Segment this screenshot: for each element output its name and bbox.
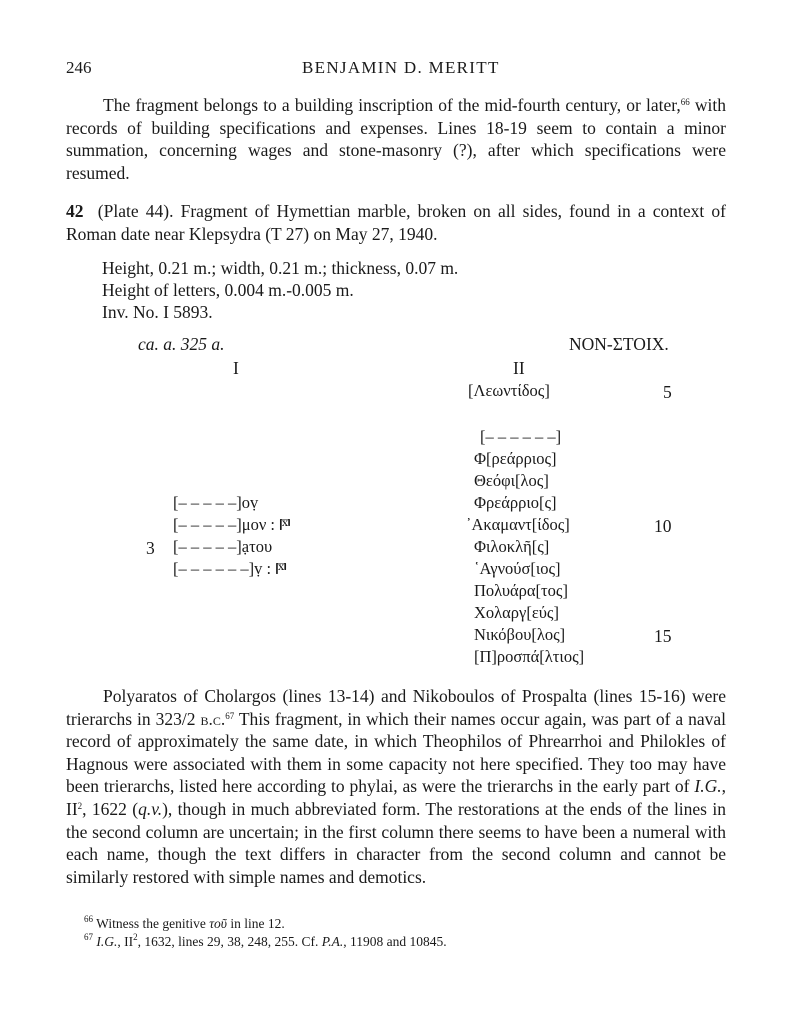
col2-line: Νικόβου[λος]: [474, 625, 566, 644]
col2-line: ᾿Ακαμαντ[ίδος]: [466, 515, 570, 534]
col2-line: Φιλοκλῆ[ς]: [474, 537, 550, 556]
footnote-66-pre: Witness the genitive: [96, 916, 210, 931]
footnote-67-a: , 1632, lines 29, 38, 248, 255. Cf.: [137, 934, 322, 949]
line-number: 10: [654, 516, 672, 536]
footnote-67-pa: P.A.: [321, 934, 344, 949]
col2-line: Φρεάρριο[ς]: [474, 493, 557, 512]
inscription-style: NON-ΣTOIX.: [569, 334, 669, 354]
col1-line: [– – – – –]μον : 𐅆: [173, 515, 291, 534]
footnote-67-b: , 11908 and 10845.: [343, 934, 447, 949]
top-paragraph-text-2: with records of building specifications and expenses. Lines 18-19 seem to contain a minor summation, concerning wages and stone-masonry (?), after which specifications were resumed.: [66, 95, 726, 183]
qv-abbrev: q.v.: [138, 798, 163, 819]
line-number: 15: [654, 626, 672, 646]
col2-line: [– – – – – –]: [480, 427, 562, 446]
footnote-ref-66: 66: [680, 97, 690, 107]
entry-description: [66, 200, 726, 245]
body-text-1: Polyaratos of Cholargos (lines 13-14) and Nikoboulos of Prospalta (lines 15-16) were trierarchs in 323/2: [66, 686, 726, 729]
bc-abbrev: b.c.: [200, 708, 226, 729]
footnote-ref-67: 67: [225, 710, 235, 721]
entry-desc: (Plate 44). Fragment of Hymettian marble, broken on all sides, found in a context of Roman date near Klepsydra (T 27) on May 27, 1940.: [66, 201, 726, 244]
col2-line: Χολαργ[εύς]: [474, 603, 559, 622]
footnote-67-number: 67: [84, 932, 93, 942]
entry-number: 42: [66, 201, 84, 221]
col1-line-number: 3: [146, 538, 155, 558]
dims-line-3: Inv. No. I 5893.: [102, 302, 213, 322]
col1-line: [– – – – – –]ṿ : 𐅆: [173, 559, 287, 578]
page-number: 246: [66, 58, 92, 77]
footnote-66-post: in line 12.: [226, 916, 285, 931]
top-paragraph: [66, 94, 726, 184]
body-text-2: This fragment, in which their names occur again, was part of a naval record of approximately the same date, in which Theophilos of Phrearrhoi and Philokles of Hagnous were associated with them in some capacity not here specified. They too may have been trierarchs, listed here according to phylai, as were the trierarchs in the early part of: [66, 708, 726, 797]
footnote-66-greek: τοῦ: [209, 916, 227, 931]
body-paragraph: [66, 685, 726, 888]
col2-line: Πολυάρα[τος]: [474, 581, 568, 600]
ig-volume: , II: [66, 776, 726, 819]
col1-line: [– – – – –]οṿ: [173, 493, 259, 512]
footnote-66: [84, 916, 285, 932]
top-paragraph-text-1: The fragment belongs to a building inscription of the mid-fourth century, or later,: [103, 95, 681, 115]
col2-line: [Λεωντίδος]: [468, 381, 550, 400]
inscription-date: ca. a. 325 a.: [138, 334, 225, 354]
col2-line: Θεόφι[λος]: [474, 471, 549, 490]
col1-line: [– – – – –]ạτου: [173, 537, 273, 556]
col2-line: ῾Αγνούσ[ιος]: [474, 559, 561, 578]
footnote-67-vol: , II: [117, 934, 134, 949]
col2-line: Φ[ρεάρριος]: [474, 449, 557, 468]
footnote-67: [84, 934, 447, 950]
body-text-3: , 1622 (: [82, 798, 139, 819]
col2-line: [Π]ροσπά[λτιος]: [474, 647, 585, 666]
column-ii-header: II: [513, 358, 525, 378]
dims-line-1: Height, 0.21 m.; width, 0.21 m.; thickness, 0.07 m.: [102, 258, 459, 278]
footnote-66-number: 66: [84, 914, 93, 924]
footnote-67-sup: 2: [133, 932, 138, 942]
dims-line-2: Height of letters, 0.004 m.-0.005 m.: [102, 280, 354, 300]
line-number: 5: [663, 382, 672, 402]
running-title: BENJAMIN D. MERITT: [302, 58, 500, 77]
body-text-4: ), though in much abbreviated form. The restorations at the ends of the lines in the second column are uncertain; in the first column there seems to have been a numeral with each name, though the text differs in character from the second column and cannot be similarly restored with simple names and demotics.: [66, 798, 726, 887]
ig-abbrev: I.G.: [694, 776, 722, 797]
ig-sup: 2: [77, 800, 83, 811]
column-i-header: I: [233, 358, 239, 378]
footnote-67-ig: I.G.: [96, 934, 118, 949]
